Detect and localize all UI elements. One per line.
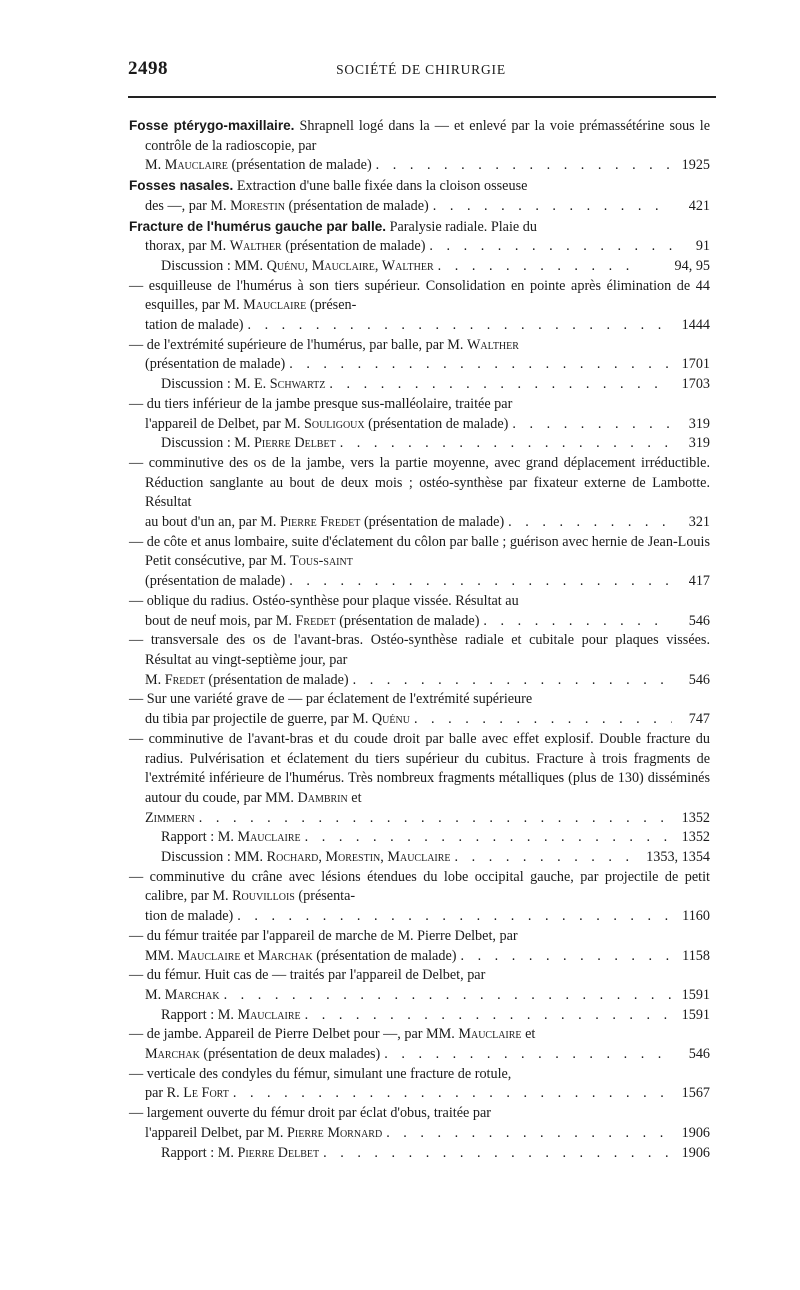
page-reference: 546: [688, 1046, 710, 1063]
running-title: SOCIÉTÉ DE CHIRURGIE: [336, 62, 506, 77]
index-entry: — de l'extrémité supérieure de l'humérus, par balle, par M. Walther (présentation de malade) . . . 1701: [129, 336, 710, 375]
page-reference: 747: [688, 711, 710, 728]
page-reference: 1701: [681, 356, 710, 373]
page-reference: 1925: [681, 157, 710, 174]
page-reference: 1352: [681, 809, 710, 826]
page-reference: 546: [688, 612, 710, 629]
index-entry: — Sur une variété grave de — par éclatement de l'extrémité supérieure du tibia par projectile de guerre, par M. Quénu . . . 747: [129, 690, 710, 729]
index-entry: — comminutive de l'avant-bras et du coude droit par balle avec effet explosif. Double fracture du radius. Pulvérisation et éclatement du tiers supérieur du cubitus. Fracture à trois fragments de l'extrémité inférieure de l'humérus. Très nombreux fragments métalliques (plus de 130) disséminés autour du coude, par MM. Dambrin et Zimmern . . . 1352: [129, 730, 710, 829]
index-entry: — comminutive des os de la jambe, vers la partie moyenne, avec grand déplacement irréductible. Réduction sanglante au bout de deux mois ; ostéo-synthèse par fixateur externe de Lambotte. Résultat au bout d'un an, par M. Pierre Fredet (présentation de malade) . . . 321: [129, 454, 710, 533]
index-subentry: Discussion : MM. Quénu, Mauclaire, Walther . . . 94, 95: [129, 257, 710, 277]
page-reference: 1158: [682, 947, 710, 964]
index-subentry: Rapport : M. Pierre Delbet . . . 1906: [129, 1144, 710, 1164]
index-entry: — oblique du radius. Ostéo-synthèse pour plaque vissée. Résultat au bout de neuf mois, par M. Fredet (présentation de malade) . . . 546: [129, 592, 710, 631]
index-entry: — de jambe. Appareil de Pierre Delbet pour —, par MM. Mauclaire et Marchak (présentation de deux malades) . . . 546: [129, 1025, 710, 1064]
index-entry: — du fémur traitée par l'appareil de marche de M. Pierre Delbet, par MM. Mauclaire et Marchak (présentation de malade) . . . 1158: [129, 927, 710, 966]
page-reference: 1352: [681, 829, 710, 846]
page-reference: 1353, 1354: [646, 849, 710, 866]
page-reference: 319: [688, 415, 710, 432]
index-subentry: Discussion : M. E. Schwartz . . . 1703: [129, 375, 710, 395]
index-entry: — verticale des condyles du fémur, simulant une fracture de rotule, par R. Le Fort . . . 1567: [129, 1065, 710, 1104]
page-reference: 94, 95: [674, 257, 710, 274]
page-reference: 1591: [681, 1006, 710, 1023]
page-reference: 421: [688, 197, 710, 214]
index-subentry: Rapport : M. Mauclaire . . . 1591: [129, 1006, 710, 1026]
page-reference: 1160: [682, 908, 710, 925]
index-subentry: Discussion : M. Pierre Delbet . . . 319: [129, 434, 710, 454]
index-subentry: Discussion : MM. Rochard, Morestin, Mauclaire . . . 1353, 1354: [129, 848, 710, 868]
index-entries: [129, 116, 710, 1163]
page-reference: 1444: [681, 317, 710, 334]
page-reference: 1906: [681, 1144, 710, 1161]
page-reference: 1906: [681, 1124, 710, 1141]
index-entry: — comminutive du crâne avec lésions étendues du lobe occipital gauche, par projectile de petit calibre, par M. Rouvillois (présenta- tion de malade) . . . 1160: [129, 868, 710, 927]
index-subentry: Rapport : M. Mauclaire . . . 1352: [129, 828, 710, 848]
index-entry: Fracture de l'humérus gauche par balle. Paralysie radiale. Plaie du thorax, par M. Walther (présentation de malade) . . . 91: [129, 217, 710, 257]
page-reference: 1567: [681, 1085, 710, 1102]
index-entry: — du fémur. Huit cas de — traités par l'appareil de Delbet, par M. Marchak . . . 1591: [129, 966, 710, 1005]
page-reference: 417: [688, 573, 710, 590]
page-reference: 1591: [681, 986, 710, 1003]
header-rule: [128, 96, 716, 98]
index-entry: — de côte et anus lombaire, suite d'éclatement du côlon par balle ; guérison avec hernie de Jean-Louis Petit consécutive, par M. Tous-saint (présentation de malade) . . . 417: [129, 533, 710, 592]
index-entry: Fosse ptérygo-maxillaire. Shrapnell logé dans la — et enlevé par la voie prémassétérine sous le contrôle de la radioscopie, par M. Mauclaire (présentation de malade) . . . 1925: [129, 116, 710, 176]
page-reference: 321: [688, 514, 710, 531]
page-reference: 319: [688, 435, 710, 452]
index-entry: — largement ouverte du fémur droit par éclat d'obus, traitée par l'appareil Delbet, par M. Pierre Mornard . . . 1906: [129, 1104, 710, 1143]
index-entry: — du tiers inférieur de la jambe presque sus-malléolaire, traitée par l'appareil de Delbet, par M. Souligoux (présentation de malade) . . . 319: [129, 395, 710, 434]
page-number: 2498: [128, 58, 168, 79]
page-reference: 546: [688, 671, 710, 688]
page-header: [128, 58, 714, 84]
index-entry: — transversale des os de l'avant-bras. Ostéo-synthèse radiale et cubitale pour plaques vissées. Résultat au vingt-septième jour, par M. Fredet (présentation de malade) . . . 546: [129, 631, 710, 690]
page-reference: 1703: [681, 376, 710, 393]
index-entry: — esquilleuse de l'humérus à son tiers supérieur. Consolidation en pointe après élimination de 44 esquilles, par M. Mauclaire (présen- tation de malade) . . . 1444: [129, 277, 710, 336]
page-reference: 91: [695, 238, 710, 255]
index-entry: Fosses nasales. Extraction d'une balle fixée dans la cloison osseuse des —, par M. Morestin (présentation de malade) . . . 421: [129, 176, 710, 216]
